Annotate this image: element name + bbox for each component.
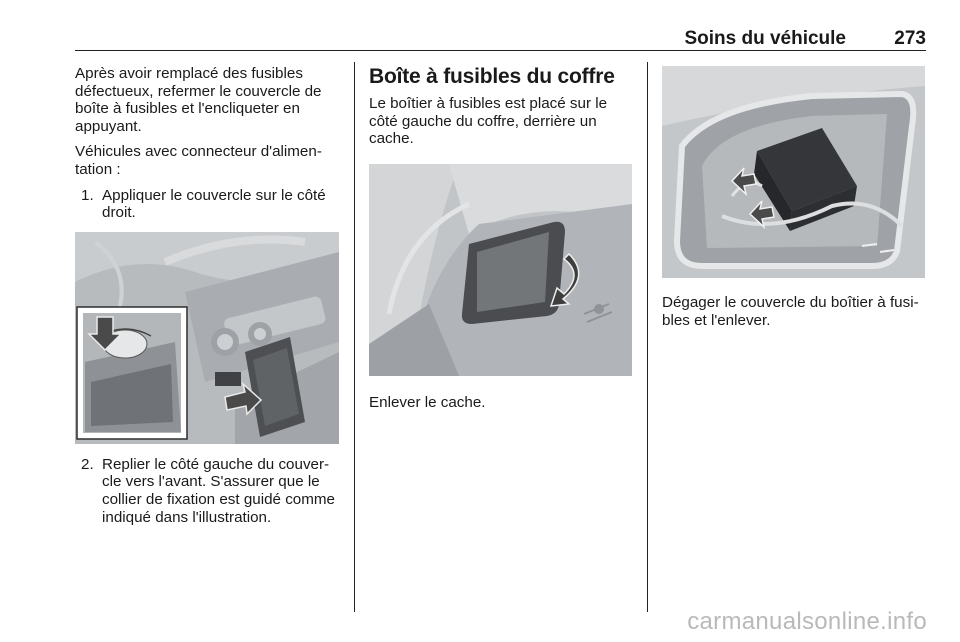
step-2-number: 2.: [81, 455, 94, 473]
section-description: Le boîtier à fusibles est placé sur le côté gauche du coffre, derrière un cache.: [369, 95, 608, 148]
trunk-cover-caption: Enlever le cache.: [369, 393, 486, 411]
middle-column: [369, 65, 635, 419]
step-1: [75, 187, 340, 222]
dashboard-fuse-cover-illustration: [75, 232, 339, 444]
left-column: [75, 65, 340, 534]
page-number: 273: [894, 28, 926, 49]
running-title: Soins du véhicule: [684, 28, 846, 49]
trunk-cover-illustration: [369, 164, 632, 376]
fuse-box-caption: Dégager le couvercle du boîtier à fusi-bles et l'enlever.: [662, 294, 919, 329]
column-divider-right: [647, 62, 648, 612]
page-header: [75, 26, 926, 51]
column-divider-left: [354, 62, 355, 612]
section-heading: Boîte à fusibles du coffre: [369, 65, 615, 88]
watermark: carmanualsonline.info: [687, 608, 927, 635]
step-2: [75, 456, 340, 526]
intro-paragraph: Après avoir remplacé des fusibles défectueux, refermer le couvercle de boîte à fusibles et l'encliqueter en appuyant.: [75, 65, 322, 135]
right-column: [662, 65, 928, 337]
step-1-text: Appliquer le couvercle sur le côté droit.: [102, 186, 326, 222]
condition-paragraph: Véhicules avec connecteur d'alimen-tation :: [75, 143, 322, 178]
step-2-text: Replier le côté gauche du couver-cle vers l'avant. S'assurer que le collier de fixation est guidé comme indiqué dans l'illustration.: [102, 455, 335, 526]
step-1-number: 1.: [81, 186, 94, 204]
fuse-box-cover-illustration: [662, 66, 925, 278]
